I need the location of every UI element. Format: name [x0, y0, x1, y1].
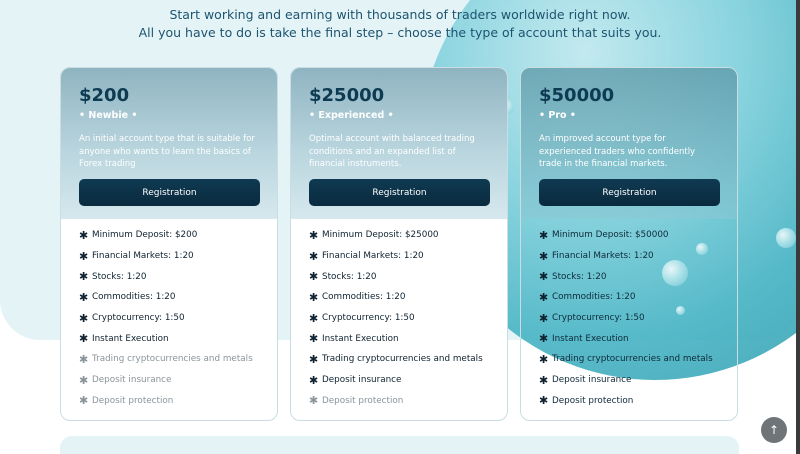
asterisk-icon: ✱ [79, 332, 89, 346]
asterisk-icon: ✱ [539, 332, 549, 346]
plan-card-experienced [290, 67, 508, 421]
feature-item: ✱ Commodities: 1:20 [79, 290, 176, 304]
feature-item: ✱ Commodities: 1:20 [539, 290, 636, 304]
asterisk-icon: ✱ [539, 249, 549, 263]
registration-button[interactable]: Registration [539, 179, 720, 206]
next-section-panel [60, 436, 739, 454]
plan-level: • Pro • [539, 110, 576, 121]
registration-button[interactable]: Registration [79, 179, 260, 206]
intro-line-1: Start working and earning with thousands of traders worldwide right now. [169, 7, 631, 22]
feature-item: ✱ Stocks: 1:20 [309, 270, 377, 284]
asterisk-icon: ✱ [79, 352, 89, 366]
asterisk-icon: ✱ [539, 373, 549, 387]
feature-item: ✱ Stocks: 1:20 [79, 270, 147, 284]
feature-item: ✱ Minimum Deposit: $25000 [309, 228, 439, 242]
asterisk-icon: ✱ [309, 352, 319, 366]
plan-card-header [61, 68, 277, 219]
asterisk-icon: ✱ [539, 352, 549, 366]
feature-item: ✱ Deposit insurance [539, 373, 632, 387]
intro-text [0, 6, 800, 42]
feature-item-unavailable: ✱ Deposit protection [79, 394, 174, 408]
asterisk-icon: ✱ [309, 228, 319, 242]
registration-button[interactable]: Registration [309, 179, 490, 206]
feature-item: ✱ Deposit protection [539, 394, 634, 408]
intro-line-2: All you have to do is take the final step – choose the type of account that suits you. [138, 25, 662, 40]
asterisk-icon: ✱ [539, 311, 549, 325]
feature-item: ✱ Cryptocurrency: 1:50 [79, 311, 185, 325]
asterisk-icon: ✱ [309, 249, 319, 263]
feature-item: ✱ Financial Markets: 1:20 [79, 249, 194, 263]
asterisk-icon: ✱ [539, 228, 549, 242]
feature-item: ✱ Minimum Deposit: $200 [79, 228, 198, 242]
feature-item: ✱ Stocks: 1:20 [539, 270, 607, 284]
feature-item-unavailable: ✱ Trading cryptocurrencies and metals [79, 352, 253, 366]
plan-level: • Newbie • [79, 110, 138, 121]
feature-item: ✱ Commodities: 1:20 [309, 290, 406, 304]
asterisk-icon: ✱ [309, 290, 319, 304]
feature-item: ✱ Instant Execution [539, 332, 629, 346]
feature-item: ✱ Cryptocurrency: 1:50 [309, 311, 415, 325]
asterisk-icon: ✱ [309, 270, 319, 284]
plan-description: An initial account type that is suitable for anyone who wants to learn the basics of Forex trading [79, 134, 255, 169]
scroll-to-top-button[interactable] [761, 417, 787, 443]
plan-card-header [291, 68, 507, 219]
asterisk-icon: ✱ [79, 311, 89, 325]
feature-item: ✱ Deposit insurance [309, 373, 402, 387]
decorative-droplet [776, 228, 796, 248]
feature-list [291, 219, 507, 411]
feature-item: ✱ Financial Markets: 1:20 [309, 249, 424, 263]
feature-list [521, 219, 737, 411]
feature-item: ✱ Instant Execution [79, 332, 169, 346]
window-edge [796, 0, 800, 454]
asterisk-icon: ✱ [309, 394, 319, 408]
feature-list [61, 219, 277, 411]
plan-level: • Experienced • [309, 110, 394, 121]
feature-item-unavailable: ✱ Deposit insurance [79, 373, 172, 387]
feature-item: ✱ Trading cryptocurrencies and metals [309, 352, 483, 366]
feature-item: ✱ Instant Execution [309, 332, 399, 346]
plan-card-pro [520, 67, 738, 421]
plan-price: $200 [79, 85, 130, 106]
asterisk-icon: ✱ [309, 332, 319, 346]
asterisk-icon: ✱ [309, 311, 319, 325]
asterisk-icon: ✱ [539, 394, 549, 408]
asterisk-icon: ✱ [79, 290, 89, 304]
plan-description: An improved account type for experienced traders who confidently trade in the financial markets. [539, 134, 696, 169]
plan-card-newbie [60, 67, 278, 421]
feature-item: ✱ Cryptocurrency: 1:50 [539, 311, 645, 325]
feature-item: ✱ Financial Markets: 1:20 [539, 249, 654, 263]
asterisk-icon: ✱ [79, 228, 89, 242]
plan-price: $50000 [539, 85, 615, 106]
feature-item: ✱ Trading cryptocurrencies and metals [539, 352, 713, 366]
feature-item-unavailable: ✱ Deposit protection [309, 394, 404, 408]
asterisk-icon: ✱ [539, 270, 549, 284]
feature-item: ✱ Minimum Deposit: $50000 [539, 228, 669, 242]
plan-card-header [521, 68, 737, 219]
asterisk-icon: ✱ [79, 249, 89, 263]
plan-description: Optimal account with balanced trading conditions and an expanded list of financial instruments. [309, 134, 475, 169]
asterisk-icon: ✱ [539, 290, 549, 304]
asterisk-icon: ✱ [79, 270, 89, 284]
arrow-up-icon: ↑ [768, 423, 780, 437]
asterisk-icon: ✱ [79, 394, 89, 408]
asterisk-icon: ✱ [79, 373, 89, 387]
asterisk-icon: ✱ [309, 373, 319, 387]
plan-price: $25000 [309, 85, 385, 106]
